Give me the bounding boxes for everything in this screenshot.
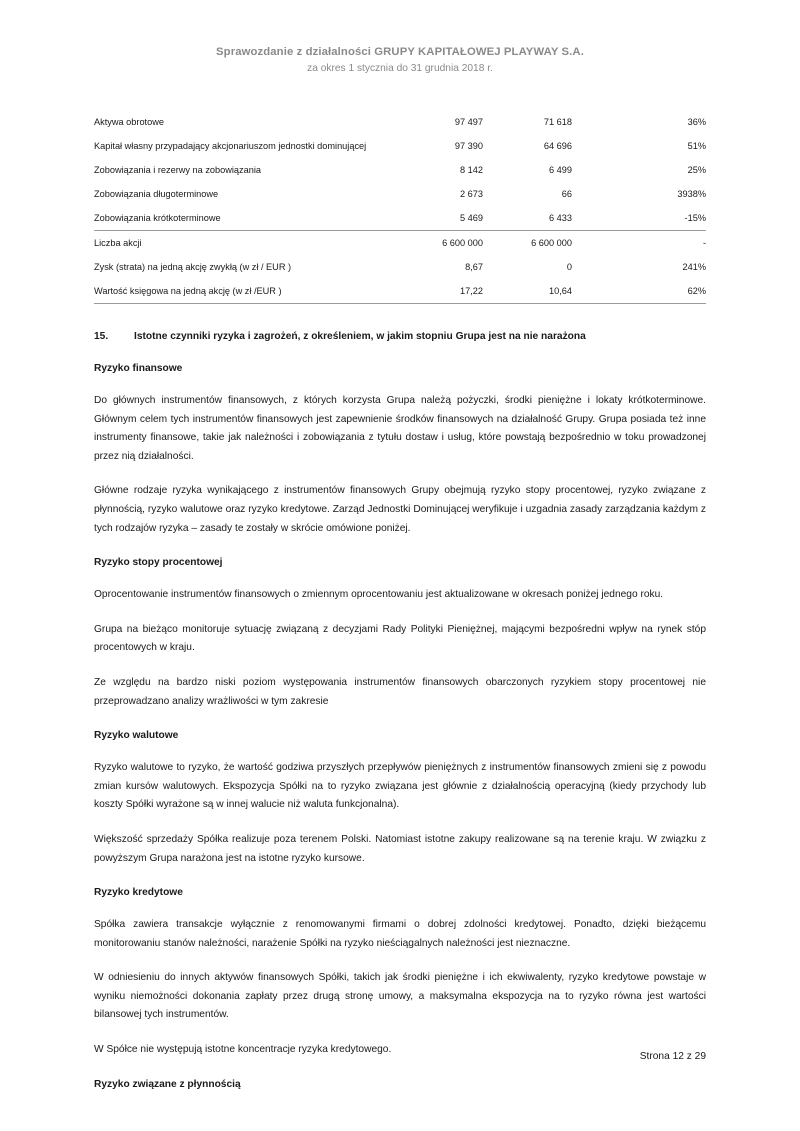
table-cell-value-3: 62%	[572, 279, 706, 304]
table-cell-label: Zobowiązania i rezerwy na zobowiązania	[94, 165, 261, 175]
table-cell-value-3: 51%	[687, 141, 706, 151]
table-cell-value-3: -	[572, 231, 706, 256]
paragraph-3: Oprocentowanie instrumentów finansowych o zmiennym oprocentowaniu jest aktualizowane w okresach poniżej jednego roku.	[94, 589, 664, 601]
table-row	[94, 255, 706, 279]
table-cell-label: Wartość księgowa na jedną akcję (w zł /EUR )	[94, 279, 394, 304]
table-cell-value-1: 6 600 000	[394, 231, 483, 256]
table-row	[94, 231, 706, 256]
paragraph-10: W Spółce nie występują istotne koncentracje ryzyka kredytowego.	[94, 1044, 392, 1056]
page-number-label: Strona 12 z 29	[639, 1051, 706, 1062]
document-content	[94, 0, 706, 1092]
table-cell-value-2: 6 600 000	[483, 231, 572, 256]
table-cell-value-3: 25%	[687, 165, 706, 175]
paragraph-4: Grupa na bieżąco monitoruje sytuację związaną z decyzjami Rady Polityki Pieniężnej, mającymi bezpośredni wpływ na rynek stóp procentowych w kraju.	[94, 623, 706, 654]
table-row	[94, 110, 706, 134]
subheading-ryzyko-plynnosc: Ryzyko związane z płynnością	[94, 1078, 241, 1090]
paragraph-5: Ze względu na bardzo niski poziom występowania instrumentów finansowych obarczonych ryzykiem stopy procentowej nie przeprowadzano analizy wrażliwości w tym zakresie	[94, 676, 706, 707]
table-cell-value-2: 66	[561, 189, 572, 199]
table-row	[94, 279, 706, 304]
table-cell-value-1: 2 673	[460, 189, 483, 199]
table-cell-value-2: 6 433	[549, 213, 572, 223]
table-cell-value-1: 97 497	[454, 117, 483, 127]
table-cell-label: Kapitał własny przypadający akcjonariuszom jednostki dominującej	[94, 141, 367, 151]
paragraph-8: Spółka zawiera transakcje wyłącznie z renomowanymi firmami o dobrej zdolności kredytowej. Ponadto, dzięki bieżącemu monitorowaniu stanów należności, narażenie Spółki na ryzyko nieściągalnych należności jest nieznaczne.	[94, 919, 706, 949]
table-cell-value-3: 3938%	[677, 189, 706, 199]
table-row	[94, 134, 706, 158]
table-cell-label: Zysk (strata) na jedną akcję zwykłą (w zł / EUR )	[94, 262, 292, 272]
table-cell-value-1: 17,22	[394, 279, 483, 304]
table-cell-value-1: 97 390	[454, 141, 483, 151]
table-cell-value-1: 8,67	[465, 262, 483, 272]
table-cell-value-3: 36%	[687, 117, 706, 127]
paragraph-9: W odniesieniu do innych aktywów finansowych Spółki, takich jak środki pieniężne i ich ekwiwalenty, ryzyko kredytowe powstaje w wyniku niemożności dokonania zapłaty przez drugą stronę umowy, a maksymalna ekspozycja na to ryzyko równa jest wartości bilansowej tych instrumentów.	[94, 972, 706, 1021]
subheading-ryzyko-stopy-procentowej: Ryzyko stopy procentowej	[94, 557, 223, 569]
table-cell-label: Aktywa obrotowe	[94, 117, 164, 127]
subheading-ryzyko-walutowe: Ryzyko walutowe	[94, 730, 179, 742]
table-cell-value-3: 241%	[682, 262, 706, 272]
table-cell-value-1: 5 469	[460, 213, 483, 223]
section-title: Istotne czynniki ryzyka i zagrożeń, z określeniem, w jakim stopniu Grupa jest na nie narażona	[134, 331, 586, 342]
table-row	[94, 158, 706, 182]
table-cell-label: Zobowiązania długoterminowe	[94, 189, 219, 199]
table-cell-value-2: 6 499	[549, 165, 572, 175]
paragraph-6: Ryzyko walutowe to ryzyko, że wartość godziwa przyszłych przepływów pieniężnych z instrumentów finansowych zmieni się z powodu zmian kursów walutowych. Ekspozycja Spółki na to ryzyko związana jest głównie z działalnością operacyjną (kiedy przychody lub koszty Spółki wyrażone są w innej walucie niż waluta funkcjonalna).	[94, 762, 706, 811]
section-heading	[94, 330, 706, 344]
document-header-subtitle: za okres 1 stycznia do 31 grudnia 2018 r.	[307, 63, 493, 74]
document-footer	[0, 1051, 706, 1062]
table-cell-value-3: -15%	[684, 213, 706, 223]
paragraph-7: Większość sprzedaży Spółka realizuje poza terenem Polski. Natomiast istotne zakupy realizowane są na terenie kraju. W związku z powyższym Grupa narażona jest na istotne ryzyko kursowe.	[94, 833, 706, 864]
table-row	[94, 182, 706, 206]
table-cell-label: Liczba akcji	[94, 231, 394, 256]
subheading-ryzyko-finansowe: Ryzyko finansowe	[94, 363, 183, 374]
financial-summary-table	[94, 110, 706, 304]
table-row	[94, 206, 706, 231]
paragraph-1: Do głównych instrumentów finansowych, z których korzysta Grupa należą pożyczki, środki pieniężne i lokaty krótkoterminowe. Głównym celem tych instrumentów finansowych jest zapewnienie środków finansowych na działalność Grupy. Grupa posiada też inne instrumenty finansowe, takie jak należności i zobowiązania z tytułu dostaw i usług, które powstają bezpośrednio w toku prowadzonej przez nią działalności.	[94, 395, 706, 462]
paragraph-2: Główne rodzaje ryzyka wynikającego z instrumentów finansowych Grupy obejmują ryzyko stopy procentowej, ryzyko związane z płynnością, ryzyko walutowe oraz ryzyko kredytowe. Zarząd Jednostki Dominującej weryfikuje i uzgadnia zasady zarządzania każdym z tych rodzajów ryzyka – zasady te zostały w skrócie omówione poniżej.	[94, 485, 706, 534]
section-number: 15.	[94, 331, 109, 342]
table-cell-value-2: 0	[566, 262, 572, 272]
subheading-ryzyko-kredytowe: Ryzyko kredytowe	[94, 887, 183, 899]
financial-summary-table-body	[94, 110, 706, 304]
table-cell-value-2: 64 696	[543, 141, 572, 151]
table-cell-value-2: 10,64	[483, 279, 572, 304]
table-cell-label: Zobowiązania krótkoterminowe	[94, 213, 221, 223]
table-cell-value-2: 71 618	[543, 117, 572, 127]
document-header-title: Sprawozdanie z działalności GRUPY KAPITAŁOWEJ PLAYWAY S.A.	[216, 46, 584, 58]
table-cell-value-1: 8 142	[460, 165, 483, 175]
